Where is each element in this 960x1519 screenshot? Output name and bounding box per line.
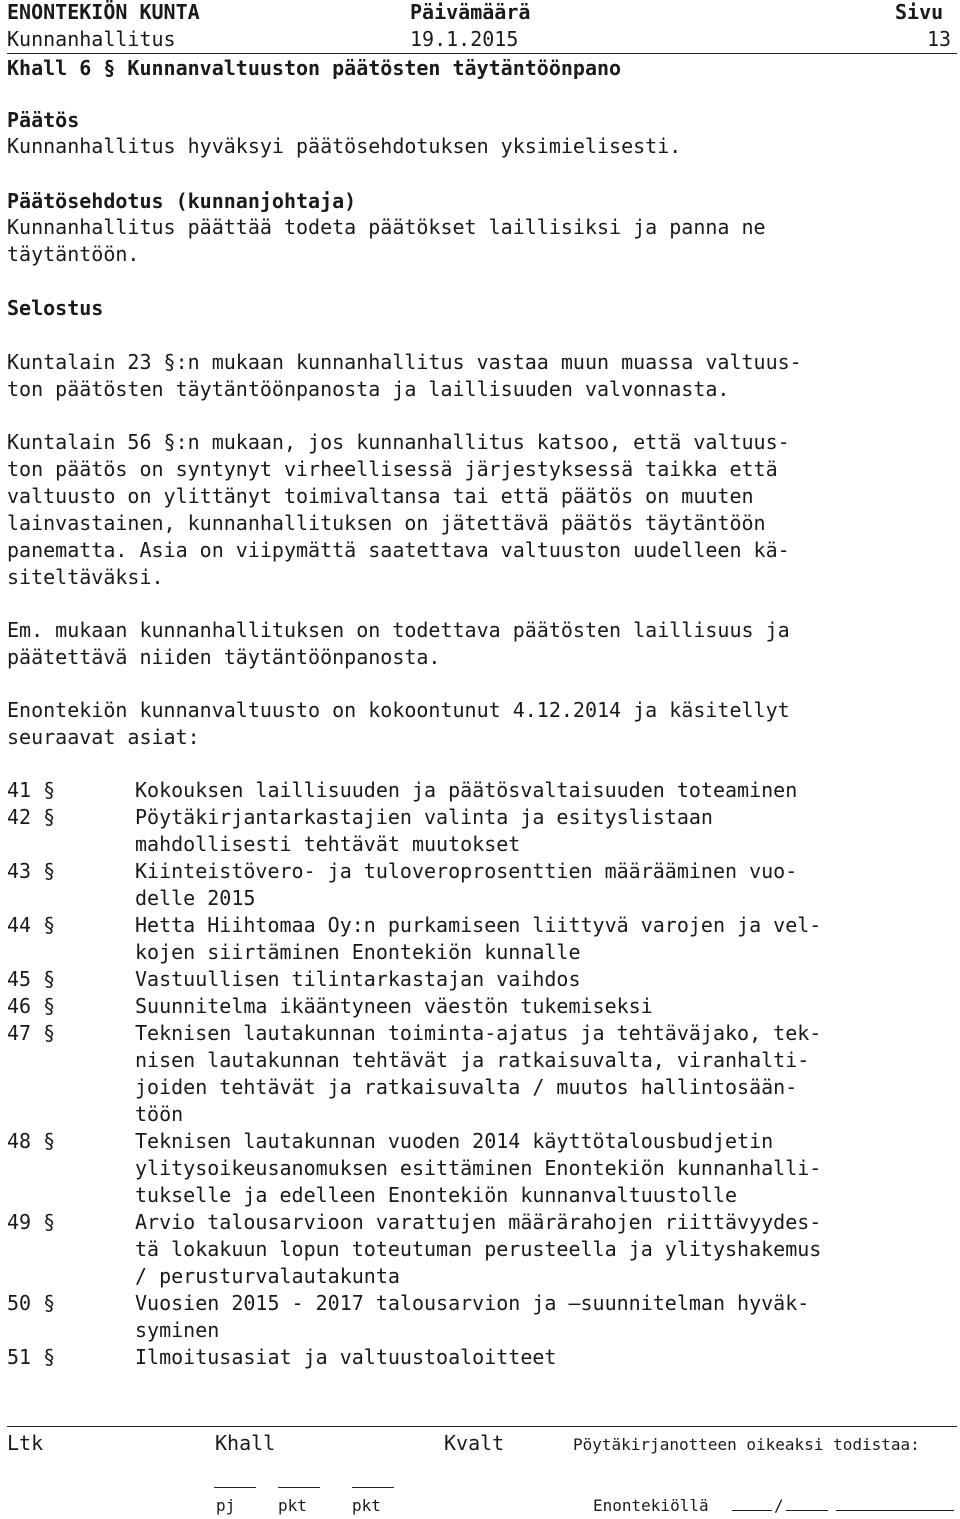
page-label: Sivu xyxy=(895,0,944,24)
agenda-item-number: 43 § xyxy=(7,859,56,883)
paragraph-line: panematta. Asia on viipymättä saatettava valtuuston uudelleen kä- xyxy=(7,538,790,562)
agenda-item xyxy=(7,777,957,804)
paatos-heading: Päätös xyxy=(7,108,80,132)
signature-blank xyxy=(352,1471,394,1488)
signature-blank xyxy=(214,1471,256,1488)
selostus-paragraph-1 xyxy=(7,349,957,403)
agenda-item-number: 42 § xyxy=(7,805,56,829)
paragraph-line: Kuntalain 56 §:n mukaan, jos kunnanhallitus katsoo, että valtuus- xyxy=(7,430,790,454)
footer-divider xyxy=(7,1426,957,1427)
meeting-date: 19.1.2015 xyxy=(410,27,519,51)
paragraph-line: ton päätös on syntynyt virheellisessä järjestyksessä taikka että xyxy=(7,457,778,481)
footer-slash: / xyxy=(774,1496,784,1515)
footer-pkt: pkt xyxy=(278,1496,307,1515)
agenda-item-text: Vastuullisen tilintarkastajan vaihdos xyxy=(135,967,581,991)
agenda-item-text: Kokouksen laillisuuden ja päätösvaltaisuuden toteaminen xyxy=(135,778,798,802)
paragraph-line: lainvastainen, kunnanhallituksen on jätettävä päätös täytäntöön xyxy=(7,511,766,535)
header-divider xyxy=(7,53,957,54)
footer-pj: pj xyxy=(216,1496,236,1515)
ehdotus-line: täytäntöön. xyxy=(7,242,140,266)
agenda-item-text: Arvio talousarvioon varattujen määrärahojen riittävyydes- xyxy=(135,1210,822,1234)
agenda-item-number: 49 § xyxy=(7,1210,56,1234)
agenda-item-text: nisen lautakunnan tehtävät ja ratkaisuvalta, viranhalti- xyxy=(135,1048,810,1072)
agenda-item-text: töön xyxy=(135,1102,184,1126)
footer-place: Enontekiöllä xyxy=(593,1496,709,1515)
agenda-item xyxy=(7,1020,957,1128)
agenda-item-number: 48 § xyxy=(7,1129,56,1153)
paragraph-line: Enontekiön kunnanvaltuusto on kokoontunut 4.12.2014 ja käsitellyt xyxy=(7,698,790,722)
ehdotus-heading: Päätösehdotus (kunnanjohtaja) xyxy=(7,189,357,213)
agenda-item-number: 51 § xyxy=(7,1345,56,1369)
agenda-item-text: Ilmoitusasiat ja valtuustoaloitteet xyxy=(135,1345,557,1369)
agenda-item xyxy=(7,966,957,993)
selostus-paragraph-4 xyxy=(7,697,957,751)
paragraph-line: Em. mukaan kunnanhallituksen on todettava päätösten laillisuus ja xyxy=(7,618,790,642)
date-blank xyxy=(786,1496,828,1511)
footer-kvalt: Kvalt xyxy=(444,1431,505,1455)
paragraph-line: seuraavat asiat: xyxy=(7,725,200,749)
agenda-item xyxy=(7,804,957,858)
footer-pkt: pkt xyxy=(352,1496,381,1515)
header-row-top xyxy=(7,0,957,27)
agenda-item-number: 46 § xyxy=(7,994,56,1018)
agenda-item-text: syminen xyxy=(135,1318,220,1342)
org-name: ENONTEKIÖN KUNTA xyxy=(7,0,200,24)
page-number: 13 xyxy=(927,27,952,51)
agenda-item-text: / perusturvalautakunta xyxy=(135,1264,400,1288)
footer-ltk: Ltk xyxy=(7,1431,44,1455)
footer-certify: Pöytäkirjanotteen oikeaksi todistaa: xyxy=(573,1435,920,1454)
agenda-list xyxy=(7,777,957,1371)
agenda-item-text: Hetta Hiihtomaa Oy:n purkamiseen liittyvä varojen ja vel- xyxy=(135,913,822,937)
agenda-item-number: 50 § xyxy=(7,1291,56,1315)
paragraph-line: päätettävä niiden täytäntöönpanosta. xyxy=(7,645,441,669)
section-title: Khall 6 § Kunnanvaltuuston päätösten täytäntöönpano xyxy=(7,56,622,80)
body-name: Kunnanhallitus xyxy=(7,27,176,51)
agenda-item-text: joiden tehtävät ja ratkaisuvalta / muutos hallintosään- xyxy=(135,1075,798,1099)
paragraph-line: Kuntalain 23 §:n mukaan kunnanhallitus vastaa muun muassa valtuus- xyxy=(7,350,802,374)
signature-blank xyxy=(836,1496,954,1511)
paragraph-line: valtuusto on ylittänyt toimivaltansa tai että päätös on muuten xyxy=(7,484,754,508)
agenda-item xyxy=(7,1209,957,1290)
agenda-item-text: tä lokakuun lopun toteutuman perusteella ja ylityshakemus xyxy=(135,1237,822,1261)
agenda-item-text: kojen siirtäminen Enontekiön kunnalle xyxy=(135,940,581,964)
agenda-item-number: 44 § xyxy=(7,913,56,937)
agenda-item xyxy=(7,912,957,966)
agenda-item-text: Kiinteistövero- ja tuloveroprosenttien määrääminen vuo- xyxy=(135,859,798,883)
agenda-item-number: 41 § xyxy=(7,778,56,802)
paragraph-line: ton päätösten täytäntöönpanosta ja laillisuuden valvonnasta. xyxy=(7,377,730,401)
agenda-item xyxy=(7,993,957,1020)
agenda-item-text: mahdollisesti tehtävät muutokset xyxy=(135,832,521,856)
agenda-item-text: Teknisen lautakunnan toiminta-ajatus ja tehtäväjako, tek- xyxy=(135,1021,822,1045)
agenda-item-text: Pöytäkirjantarkastajien valinta ja esityslistaan xyxy=(135,805,713,829)
header-row-bottom xyxy=(7,27,957,54)
date-blank xyxy=(732,1496,772,1511)
footer-khall: Khall xyxy=(215,1431,276,1455)
agenda-item-number: 47 § xyxy=(7,1021,56,1045)
selostus-paragraph-3 xyxy=(7,617,957,671)
date-label: Päivämäärä xyxy=(410,0,531,24)
agenda-item-text: tukselle ja edelleen Enontekiön kunnanvaltuustolle xyxy=(135,1183,738,1207)
agenda-item xyxy=(7,1344,957,1371)
agenda-item-text: Teknisen lautakunnan vuoden 2014 käyttötalousbudjetin xyxy=(135,1129,774,1153)
agenda-item-text: delle 2015 xyxy=(135,886,256,910)
agenda-item-number: 45 § xyxy=(7,967,56,991)
selostus-paragraph-2 xyxy=(7,429,957,591)
signature-blank xyxy=(278,1471,320,1488)
agenda-item xyxy=(7,858,957,912)
agenda-item xyxy=(7,1290,957,1344)
agenda-item xyxy=(7,1128,957,1209)
agenda-item-text: ylitysoikeusanomuksen esittäminen Enontekiön kunnanhalli- xyxy=(135,1156,822,1180)
agenda-item-text: Suunnitelma ikääntyneen väestön tukemiseksi xyxy=(135,994,653,1018)
agenda-item-text: Vuosien 2015 - 2017 talousarvion ja –suunnitelman hyväk- xyxy=(135,1291,810,1315)
paragraph-line: siteltäväksi. xyxy=(7,565,164,589)
ehdotus-line: Kunnanhallitus päättää todeta päätökset laillisiksi ja panna ne xyxy=(7,215,766,239)
paatos-text: Kunnanhallitus hyväksyi päätösehdotuksen yksimielisesti. xyxy=(7,134,682,158)
selostus-heading: Selostus xyxy=(7,296,104,320)
